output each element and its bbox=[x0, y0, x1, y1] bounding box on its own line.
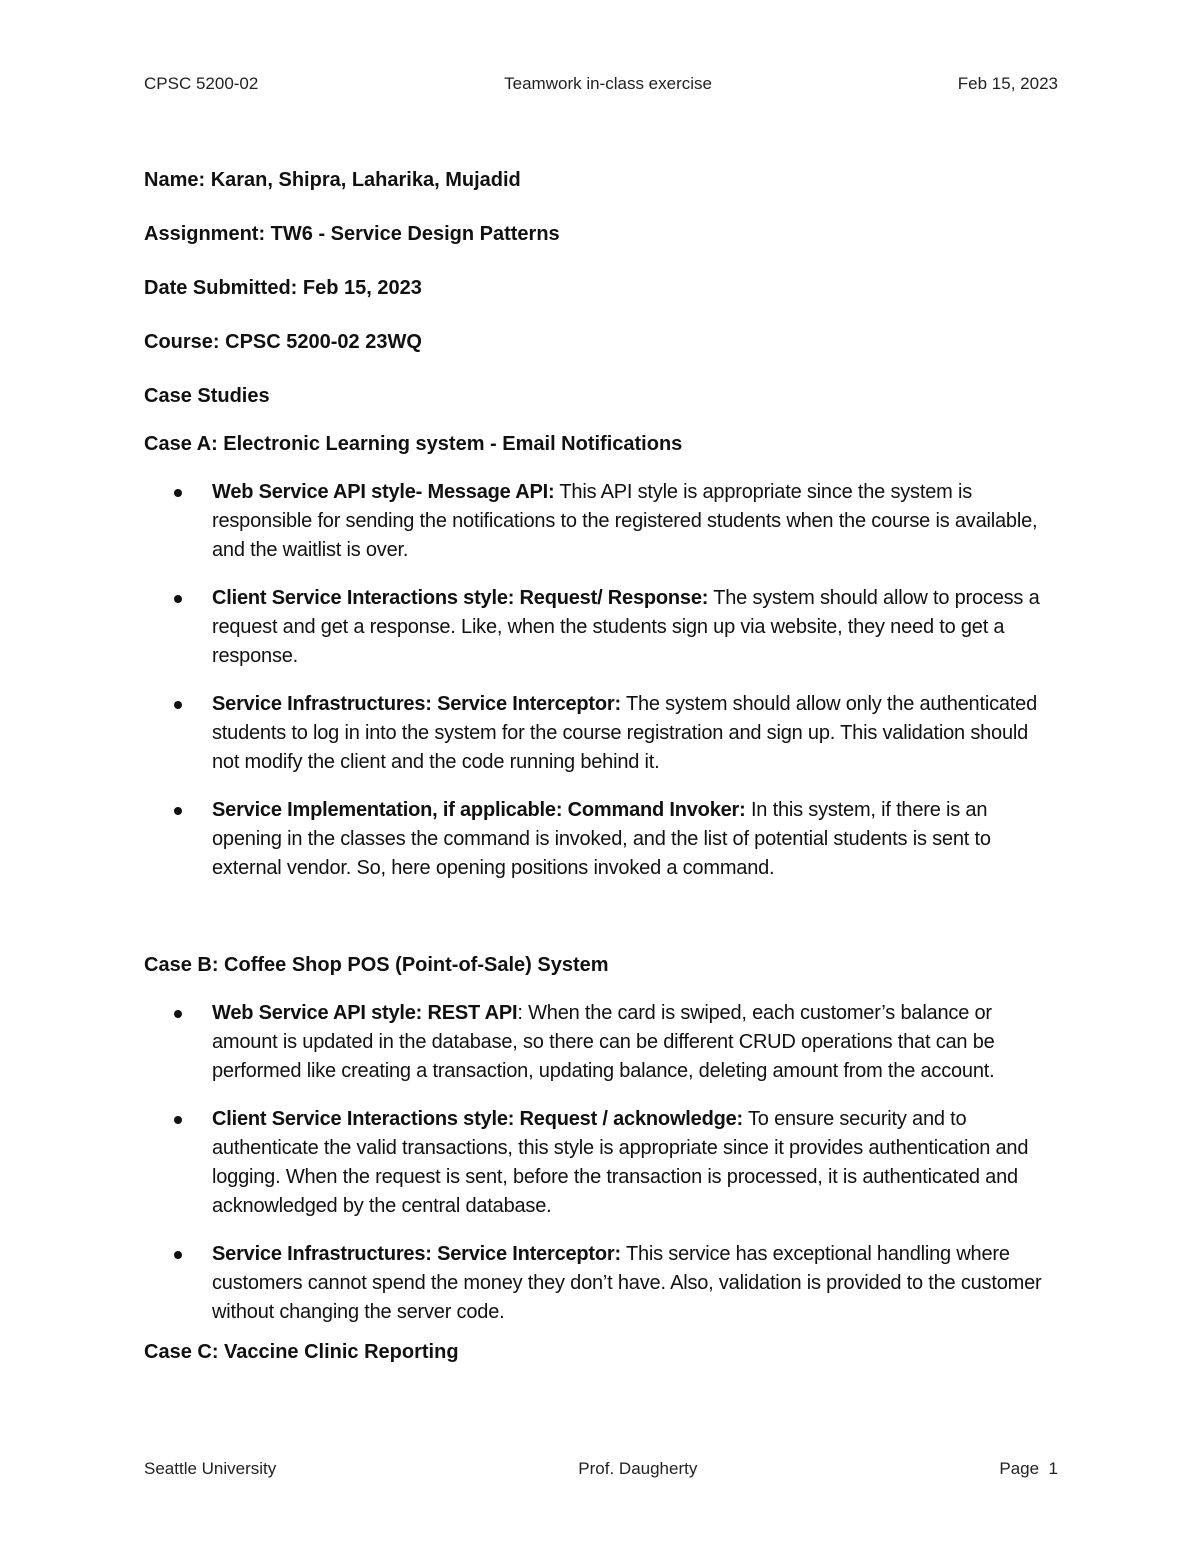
list-item bbox=[144, 796, 1058, 883]
header-date: Feb 15, 2023 bbox=[957, 74, 1058, 93]
item-label: Web Service API style- Message API: bbox=[212, 481, 555, 503]
item-text: The system should allow to process a request and get a response. Like, when the students sign up via website, they need to get a response. bbox=[212, 587, 1040, 667]
bullet-icon bbox=[174, 489, 182, 497]
item-label: Service Infrastructures: Service Interceptor: bbox=[212, 1243, 621, 1265]
item-text: This API style is appropriate since the system is responsible for sending the notifications to the registered students when the course is available, and the waitlist is over. bbox=[212, 481, 1038, 561]
case-a-list bbox=[144, 478, 1058, 883]
list-item bbox=[144, 1105, 1058, 1221]
page-footer bbox=[144, 1459, 1058, 1479]
document-body bbox=[144, 166, 1058, 1386]
bullet-icon bbox=[174, 1116, 182, 1124]
item-label: Client Service Interactions style: Request/ Response: bbox=[212, 587, 709, 609]
item-text: In this system, if there is an opening in the classes the command is invoked, and the list of potential students is sent to external vendor. So, here opening positions invoked a command. bbox=[212, 799, 991, 879]
header-course-code: CPSC 5200-02 bbox=[144, 74, 259, 93]
bullet-icon bbox=[174, 701, 182, 709]
footer-university: Seattle University bbox=[144, 1459, 277, 1478]
case-b-list bbox=[144, 999, 1058, 1327]
item-label: Client Service Interactions style: Request / acknowledge: bbox=[212, 1108, 743, 1130]
item-label: Service Infrastructures: Service Interceptor: bbox=[212, 693, 621, 715]
header-title: Teamwork in-class exercise bbox=[504, 74, 712, 93]
bullet-icon bbox=[174, 1010, 182, 1018]
bullet-icon bbox=[174, 595, 182, 603]
case-a-heading: Case A: Electronic Learning system - Email Notifications bbox=[144, 433, 683, 455]
item-text: The system should allow only the authenticated students to log in into the system for the course registration and sign up. This validation should not modify the client and the code running behind it. bbox=[212, 693, 1037, 773]
section-spacer bbox=[144, 902, 1058, 951]
list-item bbox=[144, 999, 1058, 1086]
name-line: Name: Karan, Shipra, Laharika, Mujadid bbox=[144, 169, 521, 191]
item-text: : When the card is swiped, each customer’s balance or amount is updated in the database, so there can be different CRUD operations that can be performed like creating a transaction, updating balance, deleting amount from the account. bbox=[212, 1002, 995, 1082]
list-item bbox=[144, 1240, 1058, 1327]
bullet-icon bbox=[174, 807, 182, 815]
date-submitted-line: Date Submitted: Feb 15, 2023 bbox=[144, 277, 422, 299]
item-text: This service has exceptional handling where customers cannot spend the money they don’t have. Also, validation is provided to the customer without changing the server code. bbox=[212, 1243, 1042, 1323]
list-item bbox=[144, 584, 1058, 671]
course-line: Course: CPSC 5200-02 23WQ bbox=[144, 331, 422, 353]
list-item bbox=[144, 478, 1058, 565]
assignment-line: Assignment: TW6 - Service Design Patterns bbox=[144, 223, 560, 245]
item-label: Web Service API style: REST API bbox=[212, 1002, 518, 1024]
footer-professor: Prof. Daugherty bbox=[578, 1459, 698, 1478]
bullet-icon bbox=[174, 1251, 182, 1259]
case-c-heading: Case C: Vaccine Clinic Reporting bbox=[144, 1341, 459, 1363]
item-text: To ensure security and to authenticate the valid transactions, this style is appropriate since it provides authentication and logging. When the request is sent, before the transaction is processed, it is authenticated and acknowledged by the central database. bbox=[212, 1108, 1029, 1217]
item-label: Service Implementation, if applicable: Command Invoker: bbox=[212, 799, 746, 821]
list-item bbox=[144, 690, 1058, 777]
case-studies-heading: Case Studies bbox=[144, 385, 270, 407]
page-header bbox=[144, 74, 1058, 94]
case-b-heading: Case B: Coffee Shop POS (Point-of-Sale) System bbox=[144, 954, 609, 976]
footer-page-number: Page 1 bbox=[999, 1459, 1058, 1478]
